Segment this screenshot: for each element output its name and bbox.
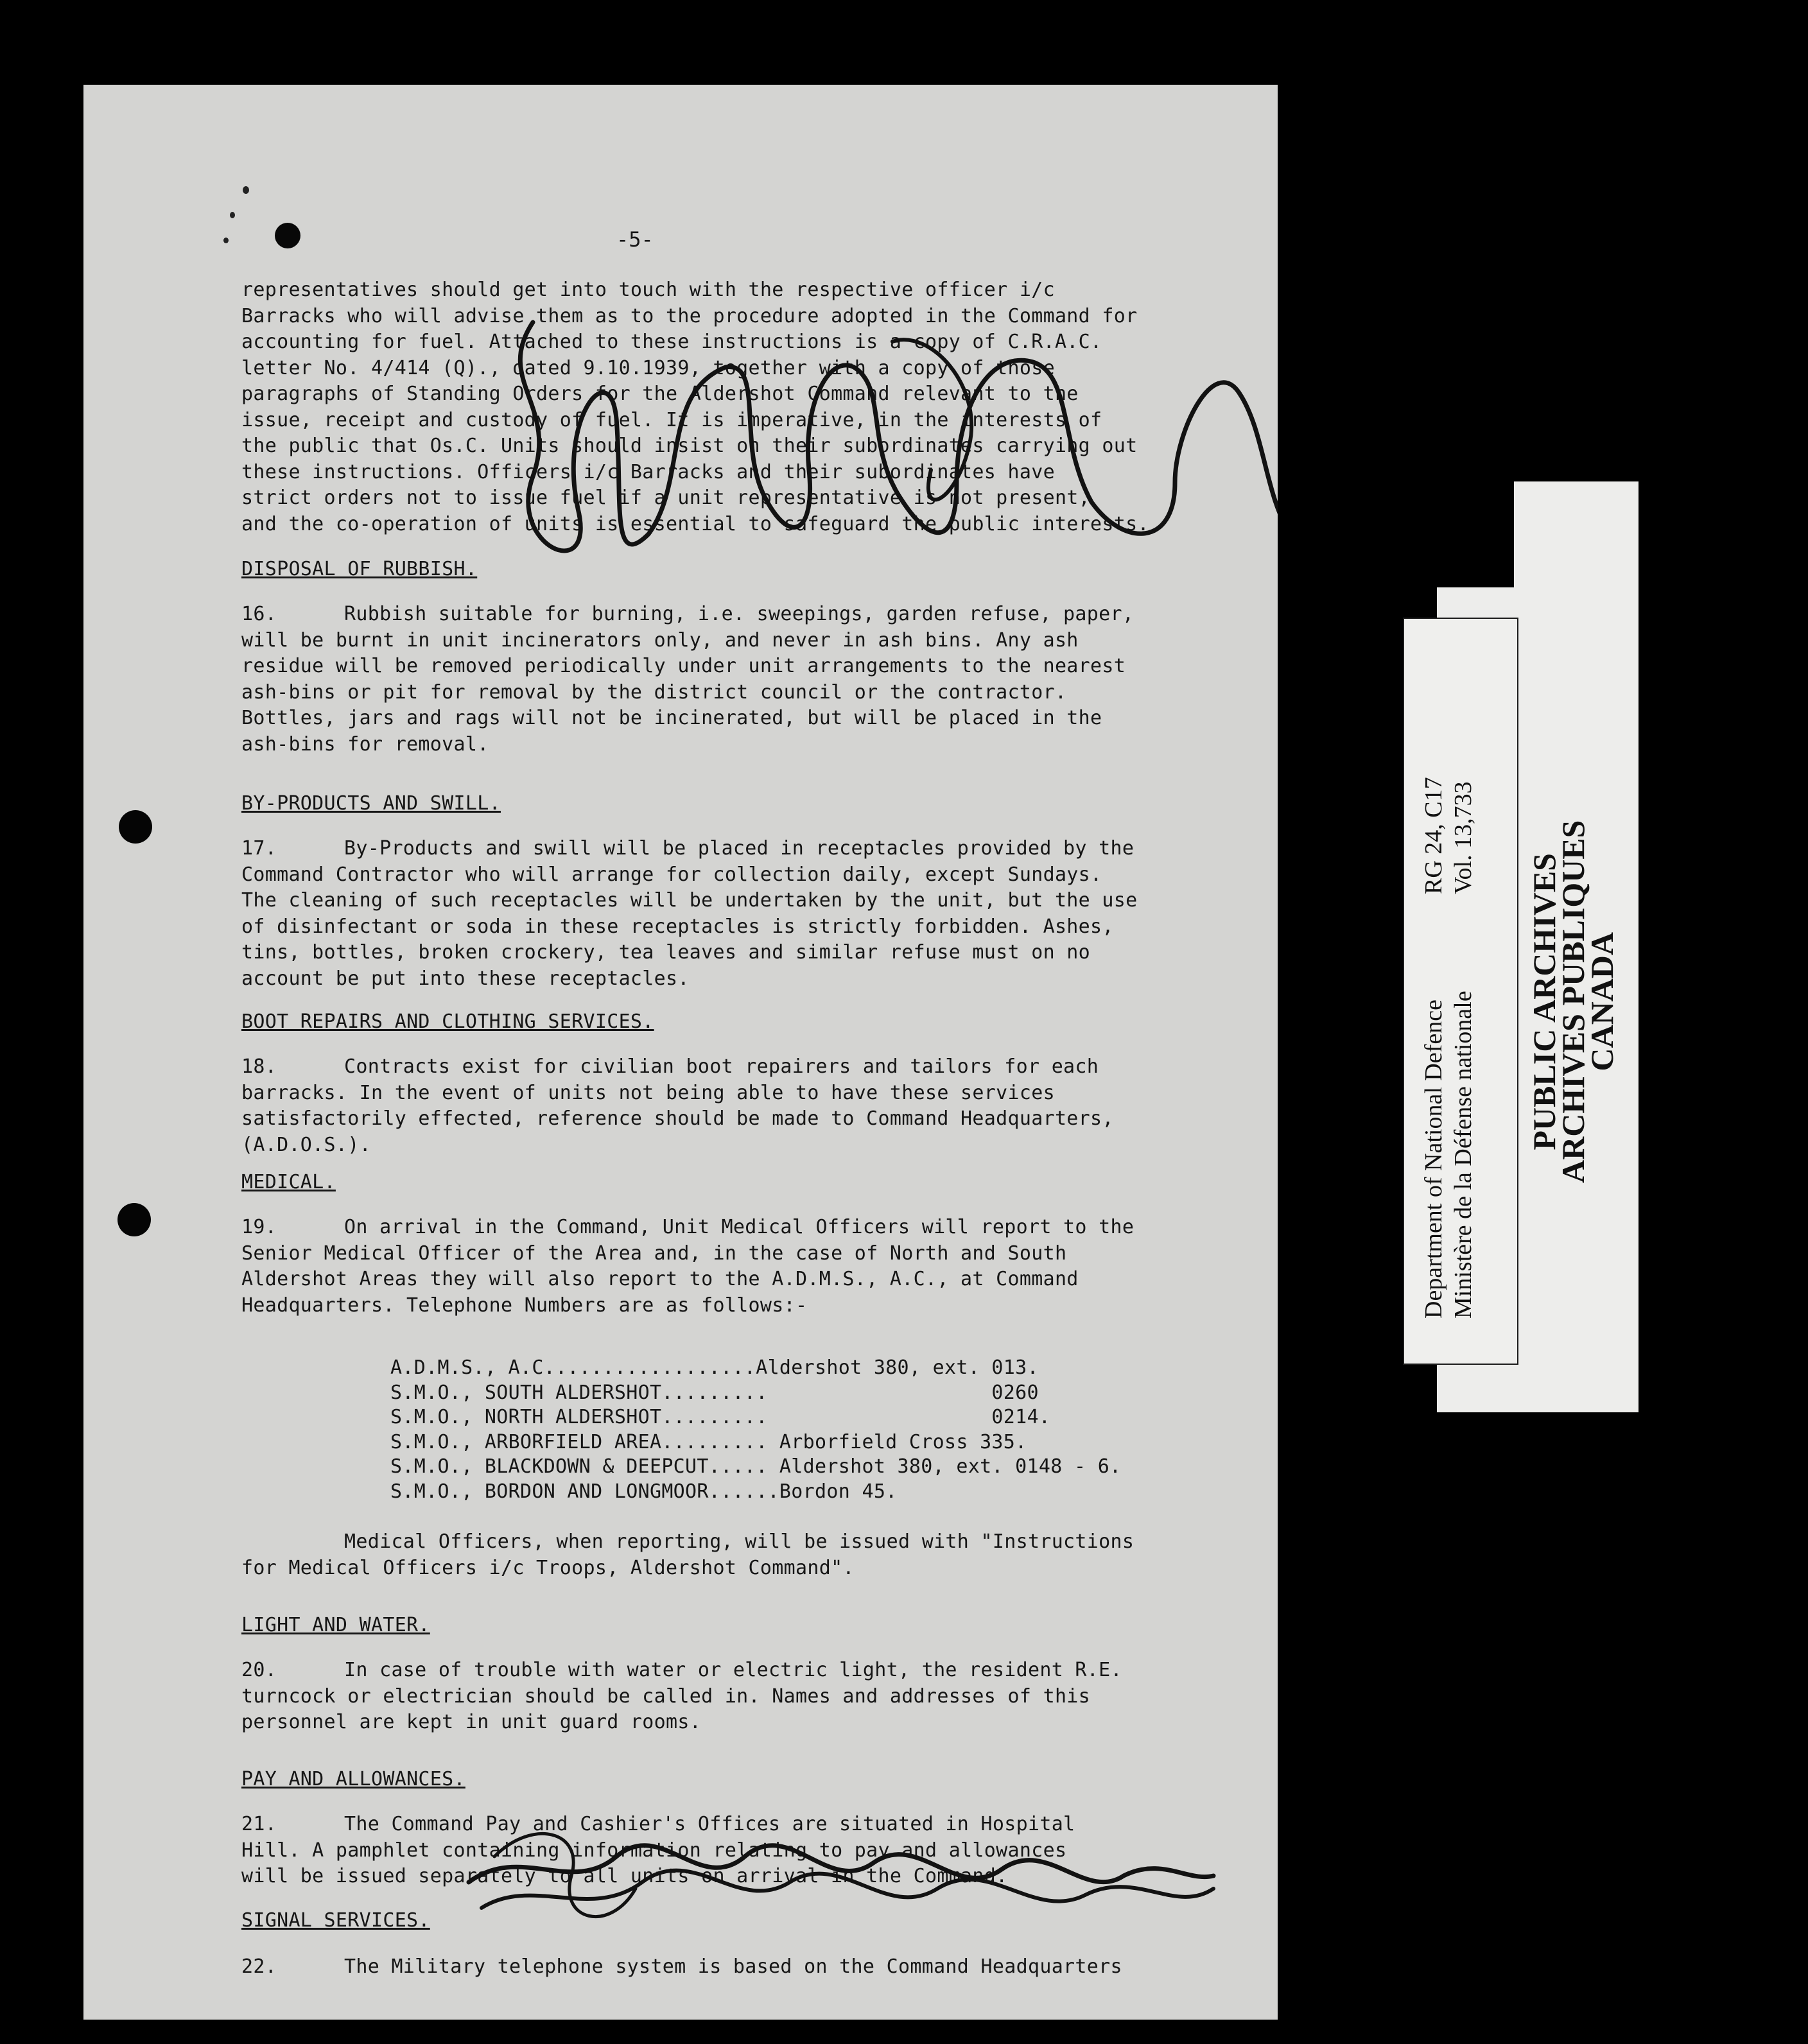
text-line [241,512,1278,538]
text-line [241,1106,1278,1132]
paragraph-number: 20. [241,1659,277,1681]
document-page [83,85,1278,2020]
text-line [241,1838,1278,1864]
text-line-content: Senior Medical Officer of the Area and, in the case of North and South [241,1242,1067,1265]
text-line-content: letter No. 4/414 (Q)., dated 9.10.1939, together with a copy of those [241,356,1055,379]
text-line [241,1658,1278,1684]
text-line-content: barracks. In the event of units not being able to have these services [241,1081,1055,1104]
text-line-content: tins, bottles, broken crockery, tea leaves and similar refuse must on no [241,941,1091,964]
text-line-content: Command Contractor who will arrange for collection daily, except Sundays. [241,863,1102,886]
continuation-paragraph [241,277,1278,537]
text-line [241,888,1278,914]
archives-en: PUBLIC ARCHIVES [1526,853,1562,1150]
text-line-content: In case of trouble with water or electric light, the resident R.E. [344,1659,1122,1681]
section-paragraph-20 [241,1658,1278,1736]
section-heading: LIGHT AND WATER. [241,1614,430,1636]
text-line-content: issue, receipt and custody of fuel. It is imperative, in the interests of [241,408,1102,431]
text-line-content: accounting for fuel. Attached to these instructions is a copy of C.R.A.C. [241,331,1102,353]
section-heading: BY-PRODUCTS AND SWILL. [241,792,501,815]
telephone-row: S.M.O., BORDON AND LONGMOOR......Bordon 45. [390,1480,898,1503]
section-heading: SIGNAL SERVICES. [241,1909,430,1932]
telephone-row: S.M.O., ARBORFIELD AREA......... Arborfield Cross 335. [390,1430,1027,1453]
archive-reference-text [1419,777,1478,894]
text-line-content: satisfactorily effected, reference should be made to Command Headquarters, [241,1107,1114,1130]
text-line-content: will be burnt in unit incinerators only, and never in ash bins. Any ash [241,628,1079,652]
text-line-content: account be put into these receptacles. [241,967,690,990]
text-line-content: (A.D.O.S.). [241,1133,371,1156]
text-line-content: Bottles, jars and rags will not be incinerated, but will be placed in the [241,707,1102,729]
section-heading: PAY AND ALLOWANCES. [241,1768,465,1790]
section-heading: DISPOSAL OF RUBBISH. [241,558,478,580]
paragraph-number: 17. [241,837,277,860]
section-heading: MEDICAL. [241,1171,336,1193]
text-line [241,381,1278,408]
telephone-number-list [390,1356,1121,1504]
archives-country: CANADA [1584,931,1620,1071]
telephone-row: S.M.O., NORTH ALDERSHOT......... 0214. [390,1406,1051,1428]
text-line: Medical Officers, when reporting, will be issued with "Instructions [344,1530,1134,1553]
ink-speck [230,212,235,218]
section-heading: BOOT REPAIRS AND CLOTHING SERVICES. [241,1010,654,1033]
telephone-row: S.M.O., BLACKDOWN & DEEPCUT..... Aldershot 380, ext. 0148 - 6. [390,1455,1122,1478]
text-line-content: turncock or electrician should be called in. Names and addresses of this [241,1685,1091,1708]
text-line [241,408,1278,434]
text-line [241,329,1278,356]
archive-department-text [1419,991,1478,1319]
text-line-content: personnel are kept in unit guard rooms. [241,1711,702,1733]
text-line [241,485,1278,512]
paragraph-number: 18. [241,1055,277,1078]
medical-officers-note [241,1529,1278,1581]
text-line-content: Rubbish suitable for burning, i.e. sweepings, garden refuse, paper, [344,603,1134,625]
paragraph-number: 21. [241,1813,277,1835]
text-line-content: paragraphs of Standing Orders for the Aldershot Command relevant to the [241,383,1079,405]
text-line [241,1812,1278,1838]
text-line [241,356,1278,382]
department-en: Department of National Defence [1420,1000,1447,1319]
text-line-content: ash-bins or pit for removal by the district council or the contractor. [241,680,1067,704]
archive-tab-notch [1437,481,1514,587]
text-line [241,1054,1278,1080]
text-line [241,862,1278,888]
text-line: for Medical Officers i/c Troops, Aldershot Command". [241,1556,855,1579]
text-line-content: strict orders not to issue fuel if a unit representative is not present, [241,487,1091,509]
text-line-content: Contracts exist for civilian boot repairers and tailors for each [344,1055,1099,1078]
text-line-content: these instructions. Officers i/c Barracks and their subordinates have [241,460,1055,483]
text-line-content: By-Products and swill will be placed in receptacles provided by the [344,837,1134,860]
ink-dot [275,223,300,248]
telephone-row: S.M.O., SOUTH ALDERSHOT......... 0260 [390,1381,1039,1404]
text-line-content: The Military telephone system is based on the Command Headquarters [344,1955,1122,1978]
text-line [241,1684,1278,1710]
text-line [241,460,1278,486]
volume-number: Vol. 13,733 [1450,781,1477,894]
text-line [241,1241,1278,1267]
department-fr: Ministère de la Défense nationale [1450,991,1477,1319]
text-line [241,277,1278,304]
text-line [241,654,1278,680]
text-line [241,602,1278,628]
section-paragraph-21 [241,1812,1278,1890]
archives-fr: ARCHIVES PUBLIQUES [1555,820,1591,1183]
punch-hole [119,810,152,844]
text-line [241,1954,1278,1980]
record-group: RG 24, C17 [1420,777,1447,894]
paragraph-number: 19. [241,1216,277,1238]
text-line [241,940,1278,966]
text-line-content: and the co-operation of units is essential to safeguard the public interests. [241,512,1149,535]
text-line-content: Hill. A pamphlet containing information relating to pay and allowances [241,1839,1067,1862]
text-line [241,836,1278,862]
paragraph-number: 22. [241,1955,277,1978]
text-line [241,680,1278,706]
ink-speck [243,186,249,194]
text-line-content: of disinfectant or soda in these receptacles is strictly forbidden. Ashes, [241,915,1114,938]
section-paragraph-18 [241,1054,1278,1158]
text-line [241,732,1278,758]
text-line-content: representatives should get into touch with the respective officer i/c [241,279,1055,301]
archive-name-text [1526,820,1620,1183]
text-line [241,1710,1278,1736]
text-line [241,706,1278,732]
text-line [241,1267,1278,1293]
punch-hole [117,1203,151,1236]
section-paragraph-22 [241,1954,1278,1980]
section-paragraph-17 [241,836,1278,992]
text-line [241,628,1278,654]
text-line-content: Barracks who will advise them as to the procedure adopted in the Command for [241,304,1138,327]
text-line [241,914,1278,940]
text-line-content: will be issued separately to all units on arrival in the Command. [241,1865,1008,1887]
page-number: -5- [616,227,654,252]
text-line [241,1864,1278,1890]
text-line [241,1293,1278,1319]
text-line-content: Headquarters. Telephone Numbers are as follows:- [241,1294,808,1317]
text-line [241,304,1278,330]
ink-speck [223,238,229,243]
text-line [241,966,1278,992]
paragraph-number: 16. [241,603,277,625]
text-line [241,433,1278,460]
text-line-content: On arrival in the Command, Unit Medical Officers will report to the [344,1216,1134,1238]
text-line [241,1080,1278,1107]
section-paragraph-19 [241,1215,1278,1319]
section-paragraph-16 [241,602,1278,758]
text-line-content: ash-bins for removal. [241,732,489,756]
text-line-content: Aldershot Areas they will also report to the A.D.M.S., A.C., at Command [241,1268,1079,1290]
text-line-content: The cleaning of such receptacles will be undertaken by the unit, but the use [241,889,1138,912]
text-line [241,1132,1278,1159]
text-line-content: residue will be removed periodically under unit arrangements to the nearest [241,655,1126,677]
text-line [241,1215,1278,1241]
telephone-row: A.D.M.S., A.C..................Aldershot 380, ext. 013. [390,1356,1039,1379]
text-line-content: the public that Os.C. Units should insist on their subordinates carrying out [241,435,1138,457]
text-line-content: The Command Pay and Cashier's Offices are situated in Hospital [344,1813,1075,1835]
